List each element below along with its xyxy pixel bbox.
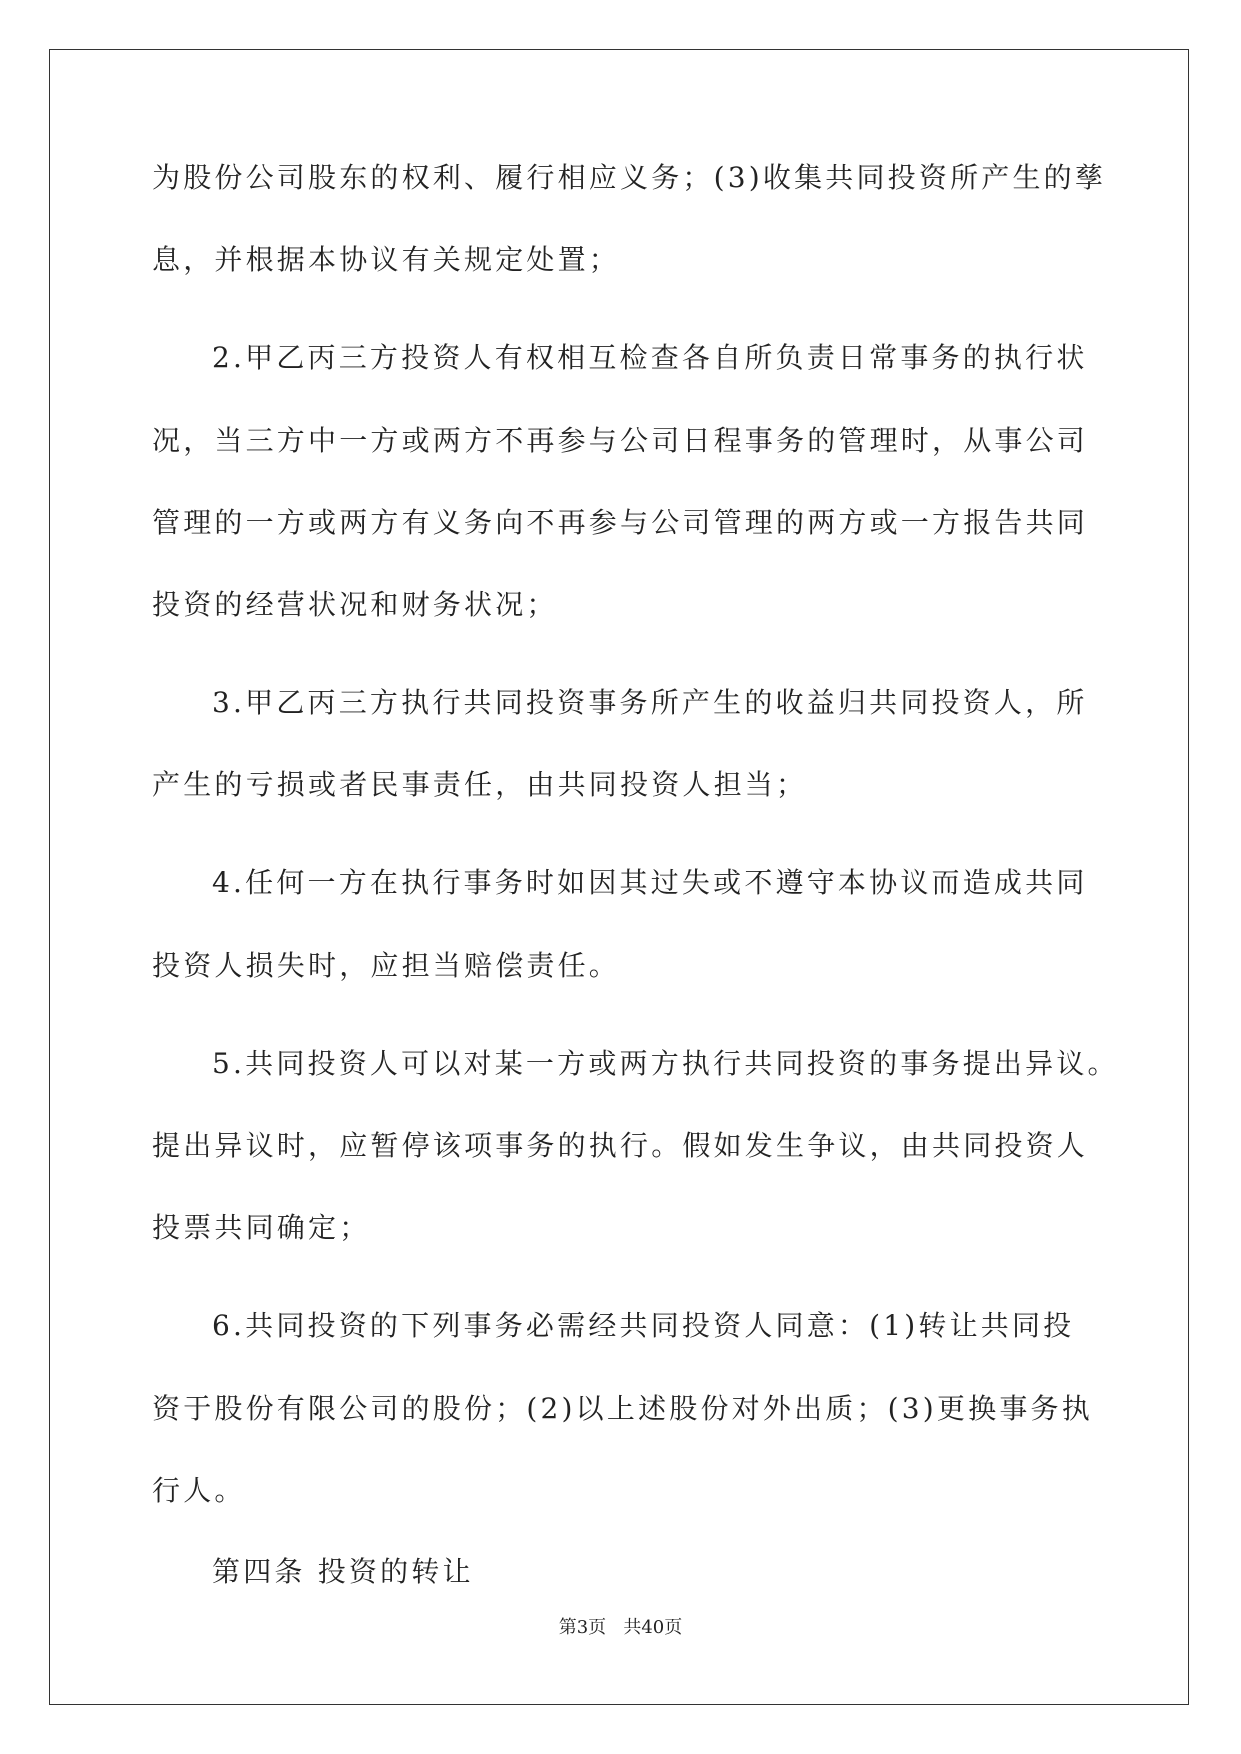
- text-line: 况，当三方中一方或两方不再参与公司日程事务的管理时，从事公司: [152, 424, 1089, 457]
- text-line: 5.共同投资人可以对某一方或两方执行共同投资的事务提出异议。: [212, 1047, 1119, 1080]
- text-line: 管理的一方或两方有义务向不再参与公司管理的两方或一方报告共同: [152, 506, 1089, 539]
- page-number: 第3页 共40页: [558, 1617, 683, 1638]
- text-line: 2.甲乙丙三方投资人有权相互检查各自所负责日常事务的执行状: [212, 341, 1088, 374]
- text-line: 3.甲乙丙三方执行共同投资事务所产生的收益归共同投资人，所: [212, 686, 1088, 719]
- text-line: 为股份公司股东的权利、履行相应义务；(3)收集共同投资所产生的孳: [152, 161, 1107, 194]
- text-line: 4.任何一方在执行事务时如因其过失或不遵守本协议而造成共同: [212, 866, 1088, 899]
- text-line: 息，并根据本协议有关规定处置；: [152, 243, 621, 276]
- text-line: 提出异议时，应暂停该项事务的执行。假如发生争议，由共同投资人: [152, 1129, 1089, 1162]
- text-line: 投资的经营状况和财务状况；: [152, 588, 558, 621]
- text-line: 6.共同投资的下列事务必需经共同投资人同意：(1)转让共同投: [212, 1309, 1075, 1342]
- text-line: 产生的亏损或者民事责任，由共同投资人担当；: [152, 768, 808, 801]
- text-line: 资于股份有限公司的股份；(2)以上述股份对外出质；(3)更换事务执: [152, 1392, 1093, 1425]
- text-line: 行人。: [152, 1474, 246, 1507]
- text-line: 投票共同确定；: [152, 1211, 371, 1244]
- text-line: 投资人损失时，应担当赔偿责任。: [152, 949, 621, 982]
- section-heading: 第四条 投资的转让: [212, 1555, 474, 1588]
